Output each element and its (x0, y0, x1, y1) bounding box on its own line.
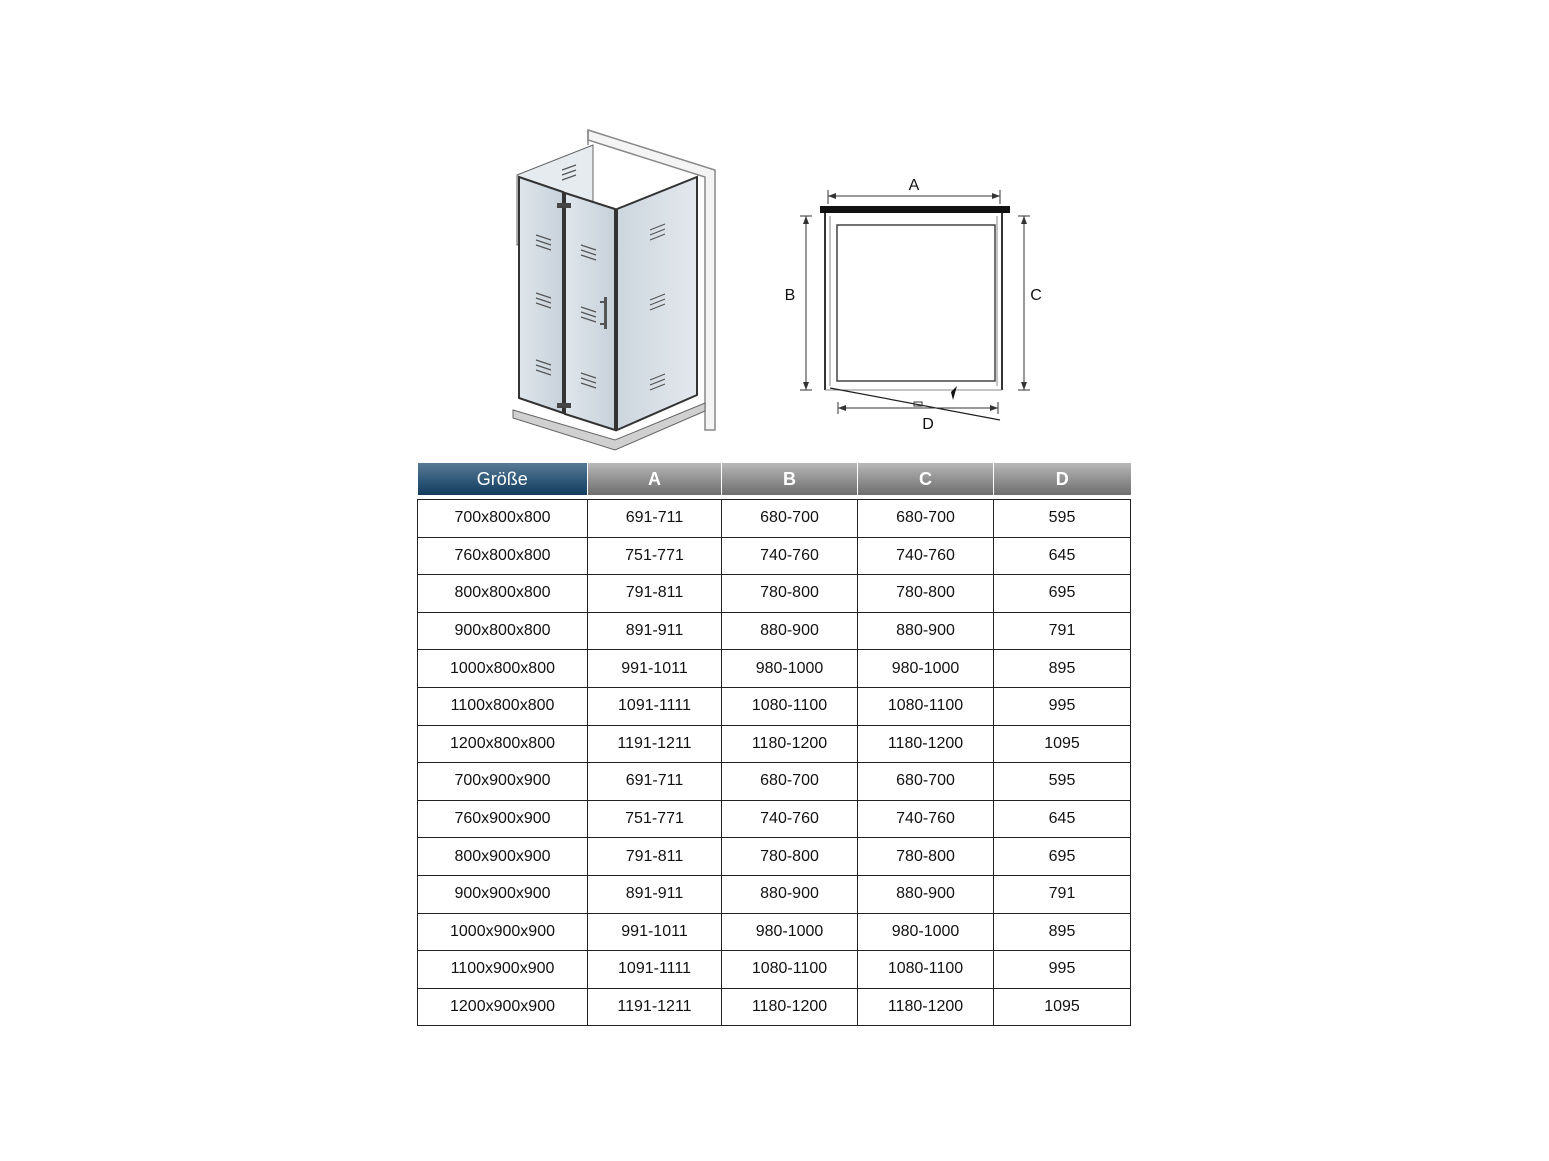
shower-enclosure-illustration (505, 125, 725, 455)
cell-c: 1080-1100 (858, 951, 994, 989)
cell-b: 980-1000 (722, 650, 858, 688)
cell-b: 1180-1200 (722, 988, 858, 1026)
cell-c: 740-760 (858, 800, 994, 838)
table-row (418, 875, 1131, 913)
cell-d: 895 (994, 650, 1131, 688)
table-row (418, 838, 1131, 876)
label-a: A (908, 177, 920, 194)
cell-d: 791 (994, 612, 1131, 650)
cell-b: 740-760 (722, 537, 858, 575)
floor-plan-dimension-drawing (780, 168, 1040, 440)
table-row (418, 725, 1131, 763)
cell-d: 895 (994, 913, 1131, 951)
cell-a: 991-1011 (588, 650, 722, 688)
cell-d: 1095 (994, 988, 1131, 1026)
header-a: A (588, 463, 722, 495)
cell-c: 780-800 (858, 575, 994, 613)
cell-a: 1091-1111 (588, 951, 722, 989)
table-row (418, 687, 1131, 725)
cell-d: 645 (994, 800, 1131, 838)
cell-size: 700x900x900 (418, 763, 588, 801)
cell-size: 760x900x900 (418, 800, 588, 838)
cell-d: 791 (994, 875, 1131, 913)
cell-size: 1200x900x900 (418, 988, 588, 1026)
cell-b: 780-800 (722, 838, 858, 876)
cell-b: 880-900 (722, 612, 858, 650)
cell-a: 891-911 (588, 875, 722, 913)
cell-d: 595 (994, 763, 1131, 801)
cell-d: 995 (994, 951, 1131, 989)
cell-d: 695 (994, 575, 1131, 613)
cell-b: 680-700 (722, 763, 858, 801)
table-row (418, 988, 1131, 1026)
table-row (418, 537, 1131, 575)
cell-size: 900x800x800 (418, 612, 588, 650)
cell-size: 800x800x800 (418, 575, 588, 613)
table-row (418, 913, 1131, 951)
label-d: D (922, 416, 934, 433)
label-c: C (1030, 287, 1042, 304)
table-row (418, 763, 1131, 801)
wall-bar (820, 206, 1010, 213)
cell-c: 880-900 (858, 612, 994, 650)
header-b: B (722, 463, 858, 495)
cell-c: 980-1000 (858, 913, 994, 951)
cell-a: 691-711 (588, 500, 722, 538)
cell-size: 800x900x900 (418, 838, 588, 876)
cell-c: 1180-1200 (858, 725, 994, 763)
table-row (418, 500, 1131, 538)
cell-a: 1191-1211 (588, 725, 722, 763)
cell-size: 1000x800x800 (418, 650, 588, 688)
cell-size: 900x900x900 (418, 875, 588, 913)
cell-c: 1080-1100 (858, 687, 994, 725)
cell-c: 740-760 (858, 537, 994, 575)
cell-c: 980-1000 (858, 650, 994, 688)
cell-c: 880-900 (858, 875, 994, 913)
cell-b: 1080-1100 (722, 687, 858, 725)
cell-b: 780-800 (722, 575, 858, 613)
label-b: B (784, 287, 796, 304)
cell-c: 680-700 (858, 763, 994, 801)
cell-size: 760x800x800 (418, 537, 588, 575)
cell-b: 680-700 (722, 500, 858, 538)
table-row (418, 800, 1131, 838)
header-c: C (858, 463, 994, 495)
header-size: Größe (418, 463, 588, 495)
cell-a: 751-771 (588, 537, 722, 575)
table-row (418, 951, 1131, 989)
cell-d: 995 (994, 687, 1131, 725)
cell-a: 691-711 (588, 763, 722, 801)
cell-a: 791-811 (588, 838, 722, 876)
cell-b: 880-900 (722, 875, 858, 913)
cell-b: 740-760 (722, 800, 858, 838)
cell-a: 1191-1211 (588, 988, 722, 1026)
cell-b: 1180-1200 (722, 725, 858, 763)
cell-d: 595 (994, 500, 1131, 538)
cell-c: 1180-1200 (858, 988, 994, 1026)
cell-a: 991-1011 (588, 913, 722, 951)
cell-d: 695 (994, 838, 1131, 876)
cell-a: 751-771 (588, 800, 722, 838)
table-row (418, 650, 1131, 688)
cell-size: 1000x900x900 (418, 913, 588, 951)
size-specification-table (417, 463, 1131, 1026)
cell-c: 680-700 (858, 500, 994, 538)
table-header-row (418, 463, 1131, 495)
cell-b: 980-1000 (722, 913, 858, 951)
cell-d: 645 (994, 537, 1131, 575)
cell-a: 1091-1111 (588, 687, 722, 725)
cell-d: 1095 (994, 725, 1131, 763)
cell-size: 1100x900x900 (418, 951, 588, 989)
cell-size: 1100x800x800 (418, 687, 588, 725)
cell-size: 700x800x800 (418, 500, 588, 538)
table-row (418, 612, 1131, 650)
table-row (418, 575, 1131, 613)
cell-a: 891-911 (588, 612, 722, 650)
cell-c: 780-800 (858, 838, 994, 876)
cell-a: 791-811 (588, 575, 722, 613)
header-d: D (994, 463, 1131, 495)
cell-size: 1200x800x800 (418, 725, 588, 763)
cell-b: 1080-1100 (722, 951, 858, 989)
